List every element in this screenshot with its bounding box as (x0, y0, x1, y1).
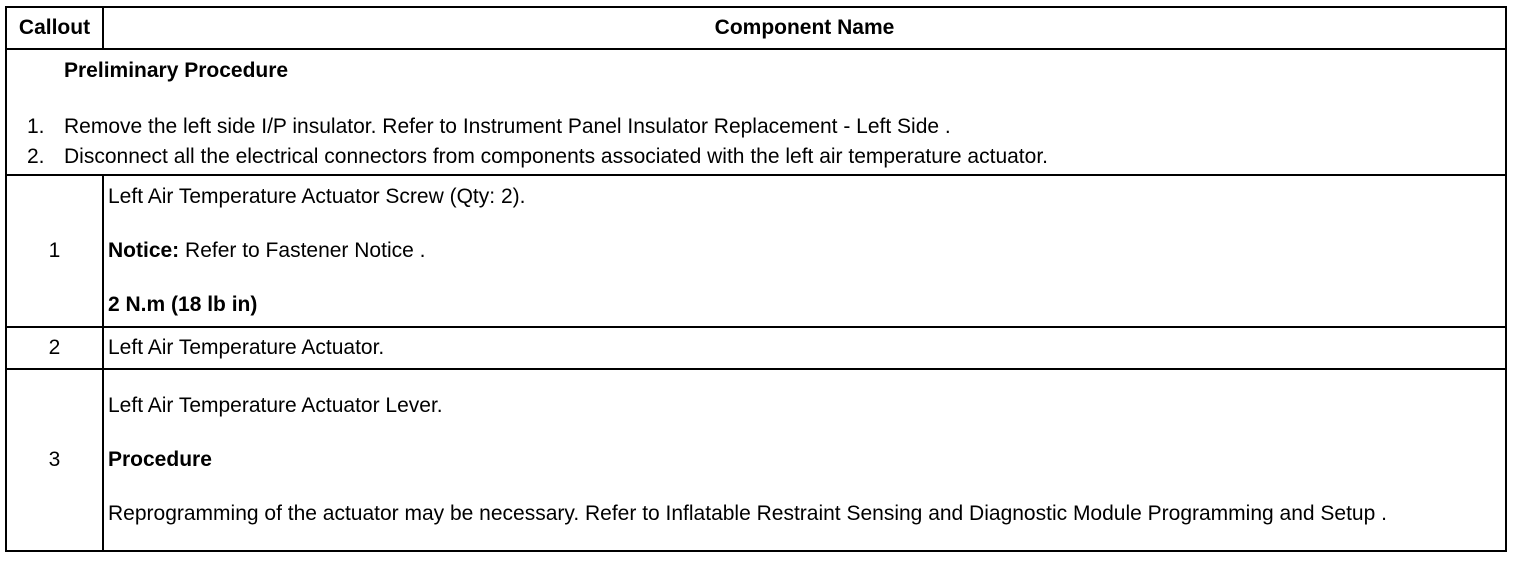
table-row (6, 175, 1506, 327)
preliminary-cell (6, 49, 1506, 175)
component-name: Left Air Temperature Actuator. (103, 327, 1506, 369)
components-table (5, 6, 1507, 552)
notice (108, 238, 1497, 264)
notice-text[interactable]: Refer to Fastener Notice . (179, 239, 426, 262)
component-cell (103, 369, 1506, 551)
list-item (27, 142, 1497, 172)
callout-number: 2 (6, 327, 103, 369)
header-row (6, 7, 1506, 49)
preliminary-row (6, 49, 1506, 175)
component-name-header: Component Name (103, 7, 1506, 49)
component-name: Left Air Temperature Actuator Screw (Qty: 2). (108, 185, 526, 208)
callout-number: 1 (6, 175, 103, 327)
torque-spec: 2 N.m (18 lb in) (108, 293, 258, 316)
table-row (6, 327, 1506, 369)
component-cell (103, 175, 1506, 327)
preliminary-steps (27, 112, 1497, 172)
step-number: 2. (27, 145, 45, 168)
step-text: Disconnect all the electrical connectors from components associated with the left air temperature actuator. (64, 145, 1048, 168)
step-number: 1. (27, 115, 45, 138)
notice-label: Notice: (108, 239, 180, 262)
preliminary-title: Preliminary Procedure (64, 59, 289, 82)
component-name: Left Air Temperature Actuator Lever. (108, 394, 443, 417)
step-text[interactable]: Remove the left side I/P insulator. Refer to Instrument Panel Insulator Replacement - Left Side . (64, 115, 951, 138)
callout-number: 3 (6, 369, 103, 551)
table-row (6, 369, 1506, 551)
procedure-text[interactable]: Reprogramming of the actuator may be necessary. Refer to Inflatable Restraint Sensing and Diagnostic Module Programming and Setup . (108, 502, 1387, 525)
list-item (27, 112, 1497, 142)
procedure-label: Procedure (108, 448, 212, 471)
callout-header: Callout (6, 7, 103, 49)
